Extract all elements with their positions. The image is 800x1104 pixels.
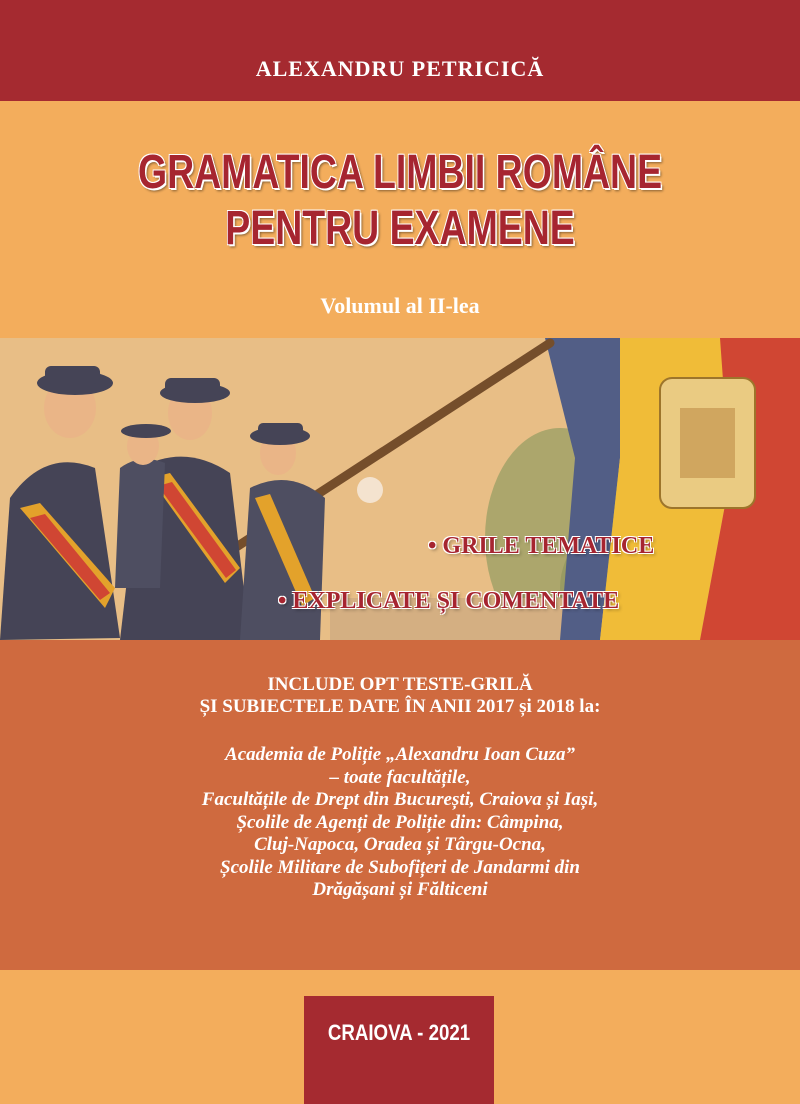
schools-line: – toate facultățile, — [329, 766, 471, 788]
include-heading — [0, 674, 800, 718]
schools-line: Școlile de Agenți de Poliție din: Câmpina, — [236, 811, 564, 833]
place-year: CRAIOVA - 2021 — [327, 1020, 471, 1045]
book-title — [88, 145, 712, 257]
title-line-2: PENTRU EXAMENE — [225, 202, 575, 255]
schools-line: Academia de Poliție „Alexandru Ioan Cuza” — [225, 744, 575, 765]
bullet-explicate-comentate: • EXPLICATE ȘI COMENTATE — [278, 588, 620, 614]
title-line-1: GRAMATICA LIMBII ROMÂNE — [137, 146, 663, 199]
include-line-2: ȘI SUBIECTELE DATE ÎN ANII 2017 și 2018 la: — [199, 696, 601, 717]
author-name: ALEXANDRU PETRICICĂ — [255, 56, 545, 81]
volume-label: Volumul al II-lea — [320, 293, 480, 318]
top-band — [0, 0, 800, 101]
schools-line: Școlile Militare de Subofițeri de Jandarmi din — [220, 856, 580, 878]
schools-line: Facultățile de Drept din București, Craiova și Iași, — [201, 789, 599, 810]
schools-list — [0, 744, 800, 902]
publisher-box — [304, 996, 494, 1104]
include-line-1: INCLUDE OPT TESTE-GRILĂ — [267, 674, 533, 695]
schools-line: Drăgășani și Fălticeni — [312, 879, 488, 900]
schools-line: Cluj-Napoca, Oradea și Târgu-Ocna, — [254, 834, 546, 855]
bullet-grile-tematice: • GRILE TEMATICE — [428, 533, 655, 559]
